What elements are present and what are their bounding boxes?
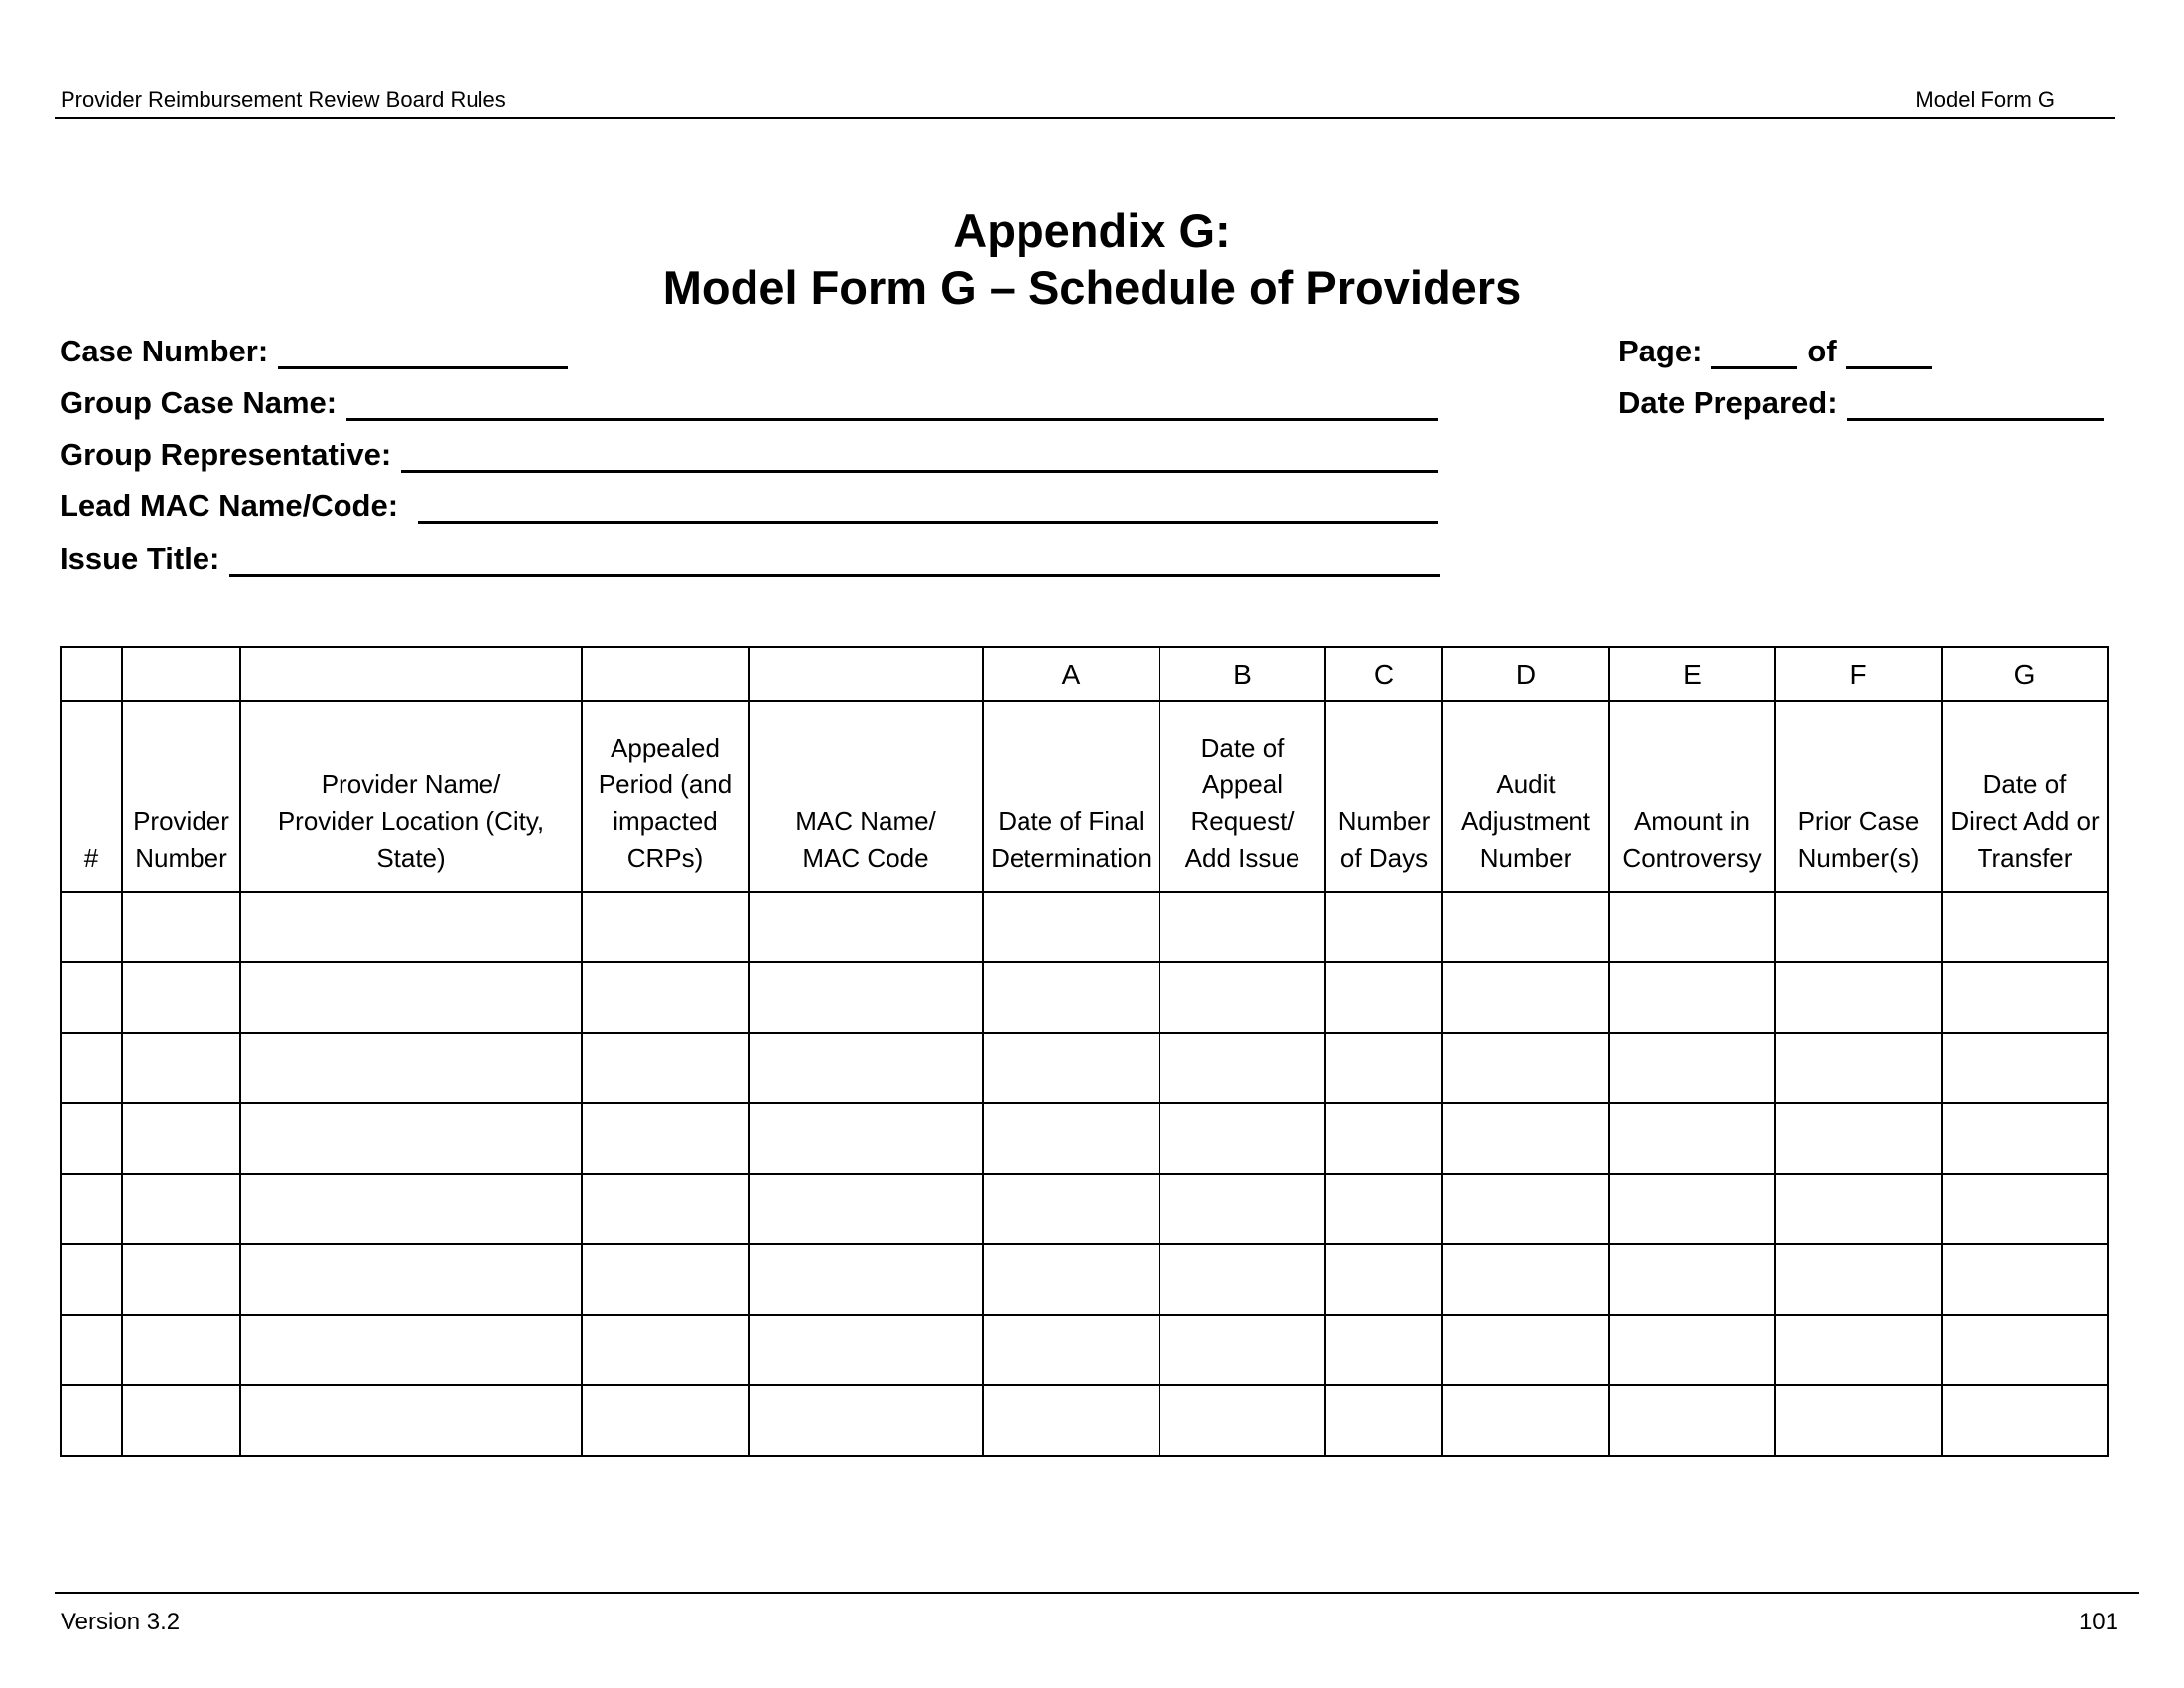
column-letter-cell: A [983, 647, 1160, 701]
running-header-title: Provider Reimbursement Review Board Rules [61, 87, 506, 112]
table-entry-cell[interactable] [61, 1385, 122, 1456]
table-entry-cell[interactable] [1775, 892, 1942, 962]
table-entry-cell[interactable] [1942, 1103, 2108, 1174]
table-entry-cell[interactable] [1442, 1385, 1609, 1456]
table-row [61, 1103, 2108, 1174]
group-representative-line[interactable] [401, 438, 1438, 473]
table-entry-cell[interactable] [582, 1174, 749, 1244]
group-case-name-field[interactable] [60, 385, 1438, 421]
table-entry-cell[interactable] [1775, 1244, 1942, 1315]
case-number-line[interactable] [278, 335, 568, 369]
table-entry-cell[interactable] [61, 892, 122, 962]
lead-mac-label: Lead MAC Name/Code: [60, 489, 399, 523]
table-entry-cell[interactable] [1942, 892, 2108, 962]
column-header-line: Date of [1200, 733, 1285, 763]
column-header-line: Determination [991, 843, 1152, 873]
table-entry-cell[interactable] [240, 962, 582, 1033]
table-entry-cell[interactable] [61, 962, 122, 1033]
column-header-line: Transfer [1977, 843, 2073, 873]
column-letter-cell [749, 647, 983, 701]
table-entry-cell[interactable] [983, 1385, 1160, 1456]
footer-rule [55, 1592, 2139, 1594]
table-entry-cell[interactable] [122, 1174, 240, 1244]
column-letter-row [61, 647, 2108, 701]
table-entry-cell[interactable] [1609, 892, 1775, 962]
table-entry-cell[interactable] [122, 962, 240, 1033]
column-header-line: Controversy [1622, 843, 1762, 873]
table-row [61, 962, 2108, 1033]
table-entry-cell[interactable] [749, 1174, 983, 1244]
schedule-table [60, 646, 2109, 1457]
table-entry-cell[interactable] [122, 1103, 240, 1174]
table-entry-cell[interactable] [61, 1033, 122, 1103]
table-entry-cell[interactable] [1160, 1103, 1325, 1174]
date-prepared-line[interactable] [1847, 386, 2104, 421]
column-letter-cell: D [1442, 647, 1609, 701]
column-letter-cell: E [1609, 647, 1775, 701]
column-header-line: of Days [1339, 843, 1429, 873]
column-letter-cell [240, 647, 582, 701]
date-prepared-label: Date Prepared: [1618, 385, 1838, 420]
table-entry-cell[interactable] [1325, 1385, 1442, 1456]
running-header-form: Model Form G [1915, 87, 2055, 112]
table-entry-cell[interactable] [1325, 892, 1442, 962]
page-total-line[interactable] [1846, 335, 1932, 369]
table-row [61, 1244, 2108, 1315]
table-entry-cell[interactable] [1775, 1103, 1942, 1174]
column-header [240, 701, 582, 892]
table-row [61, 892, 2108, 962]
table-row [61, 1315, 2108, 1385]
schedule-table-body [61, 892, 2108, 1456]
table-entry-cell[interactable] [1160, 1385, 1325, 1456]
column-header-row [61, 701, 2108, 892]
table-entry-cell[interactable] [1442, 1033, 1609, 1103]
table-entry-cell[interactable] [749, 962, 983, 1033]
table-entry-cell[interactable] [1160, 1033, 1325, 1103]
column-header-line: MAC Name/ [795, 806, 936, 836]
page-label: Page: [1618, 334, 1703, 368]
lead-mac-field[interactable] [60, 489, 1438, 524]
column-header-line: Audit [1496, 770, 1556, 799]
lead-mac-line[interactable] [418, 490, 1438, 524]
column-header [1442, 701, 1609, 892]
column-header-line: Number [135, 843, 227, 873]
column-header [1609, 701, 1775, 892]
column-letter-cell: F [1775, 647, 1942, 701]
table-entry-cell[interactable] [1325, 1103, 1442, 1174]
column-header [1942, 701, 2108, 892]
table-entry-cell[interactable] [749, 1033, 983, 1103]
table-entry-cell[interactable] [983, 1033, 1160, 1103]
column-header-line: Appealed [611, 733, 720, 763]
column-header [61, 701, 122, 892]
table-entry-cell[interactable] [582, 962, 749, 1033]
table-row [61, 1174, 2108, 1244]
table-entry-cell[interactable] [61, 1315, 122, 1385]
table-entry-cell[interactable] [1325, 1174, 1442, 1244]
table-entry-cell[interactable] [1609, 1315, 1775, 1385]
table-entry-cell[interactable] [749, 1385, 983, 1456]
column-header-line: Add Issue [1184, 843, 1300, 873]
table-entry-cell[interactable] [1325, 962, 1442, 1033]
column-header-line: Date of Final [998, 806, 1145, 836]
column-header-line: Provider [133, 806, 229, 836]
column-header-line: Period (and [598, 770, 733, 799]
table-entry-cell[interactable] [1442, 1244, 1609, 1315]
page-title-form: Model Form G – Schedule of Providers [662, 261, 1522, 314]
table-entry-cell[interactable] [749, 1315, 983, 1385]
column-header [749, 701, 983, 892]
group-case-name-label: Group Case Name: [60, 385, 338, 420]
table-entry-cell[interactable] [582, 1244, 749, 1315]
table-entry-cell[interactable] [122, 1385, 240, 1456]
table-entry-cell[interactable] [983, 1174, 1160, 1244]
table-entry-cell[interactable] [582, 1315, 749, 1385]
table-entry-cell[interactable] [1160, 1174, 1325, 1244]
page-title-appendix: Appendix G: [953, 205, 1231, 257]
table-entry-cell[interactable] [240, 1244, 582, 1315]
table-entry-cell[interactable] [1609, 1385, 1775, 1456]
page-number: 101 [2078, 1609, 2118, 1635]
table-entry-cell[interactable] [983, 1103, 1160, 1174]
column-header-line: CRPs) [626, 843, 704, 873]
table-entry-cell[interactable] [1609, 1244, 1775, 1315]
table-entry-cell[interactable] [61, 1244, 122, 1315]
column-letter-cell: C [1325, 647, 1442, 701]
column-header [1160, 701, 1325, 892]
header-rule [55, 117, 2115, 119]
column-header-line: Number(s) [1797, 843, 1920, 873]
table-entry-cell[interactable] [1775, 1033, 1942, 1103]
table-entry-cell[interactable] [1325, 1033, 1442, 1103]
table-entry-cell[interactable] [1160, 1315, 1325, 1385]
column-header-line: # [83, 843, 99, 873]
table-row [61, 1033, 2108, 1103]
column-header-line: Direct Add or [1950, 806, 2100, 836]
column-letter-cell [122, 647, 240, 701]
column-letter-cell [61, 647, 122, 701]
table-entry-cell[interactable] [983, 962, 1160, 1033]
table-entry-cell[interactable] [1942, 1174, 2108, 1244]
column-header-line: impacted [613, 806, 718, 836]
column-letter-cell [582, 647, 749, 701]
table-entry-cell[interactable] [1160, 962, 1325, 1033]
table-row [61, 1385, 2108, 1456]
table-entry-cell[interactable] [1775, 1385, 1942, 1456]
column-header-line: Date of [1982, 770, 2067, 799]
table-entry-cell[interactable] [1942, 1033, 2108, 1103]
column-header [983, 701, 1160, 892]
column-header-line: Number [1479, 843, 1572, 873]
column-letter-cell: G [1942, 647, 2108, 701]
table-entry-cell[interactable] [582, 1385, 749, 1456]
table-entry-cell[interactable] [749, 1244, 983, 1315]
table-entry-cell[interactable] [122, 1244, 240, 1315]
table-entry-cell[interactable] [240, 1103, 582, 1174]
table-entry-cell[interactable] [582, 1103, 749, 1174]
table-entry-cell[interactable] [1942, 1244, 2108, 1315]
page-line[interactable] [1711, 335, 1797, 369]
case-number-label: Case Number: [60, 334, 269, 368]
table-entry-cell[interactable] [122, 1315, 240, 1385]
table-entry-cell[interactable] [240, 1315, 582, 1385]
table-entry-cell[interactable] [240, 1385, 582, 1456]
column-header-line: Provider Location (City, State) [277, 806, 545, 873]
column-header-line: MAC Code [802, 843, 929, 873]
table-entry-cell[interactable] [1609, 1033, 1775, 1103]
table-entry-cell[interactable] [983, 1315, 1160, 1385]
table-entry-cell[interactable] [1942, 962, 2108, 1033]
issue-title-label: Issue Title: [60, 541, 220, 576]
column-header-line: Amount in [1633, 806, 1751, 836]
table-entry-cell[interactable] [1609, 1103, 1775, 1174]
table-entry-cell[interactable] [1775, 1174, 1942, 1244]
table-entry-cell[interactable] [1942, 1315, 2108, 1385]
table-entry-cell[interactable] [240, 1033, 582, 1103]
table-entry-cell[interactable] [240, 892, 582, 962]
table-entry-cell[interactable] [749, 892, 983, 962]
column-header-line: Adjustment [1460, 806, 1591, 836]
table-entry-cell[interactable] [582, 1033, 749, 1103]
column-letter-cell: B [1160, 647, 1325, 701]
table-entry-cell[interactable] [1609, 962, 1775, 1033]
table-entry-cell[interactable] [582, 892, 749, 962]
column-header-line: Appeal [1202, 770, 1283, 799]
column-header-line: Request/ [1190, 806, 1295, 836]
column-header-line: Prior Case [1797, 806, 1920, 836]
table-entry-cell[interactable] [1442, 962, 1609, 1033]
table-entry-cell[interactable] [1775, 1315, 1942, 1385]
column-header-line: Provider Name/ [321, 770, 501, 799]
group-representative-field[interactable] [60, 437, 1438, 473]
table-entry-cell[interactable] [1325, 1315, 1442, 1385]
table-entry-cell[interactable] [61, 1174, 122, 1244]
table-entry-cell[interactable] [983, 892, 1160, 962]
table-entry-cell[interactable] [1160, 1244, 1325, 1315]
table-entry-cell[interactable] [1609, 1174, 1775, 1244]
table-entry-cell[interactable] [1442, 1174, 1609, 1244]
table-entry-cell[interactable] [122, 892, 240, 962]
table-entry-cell[interactable] [749, 1103, 983, 1174]
column-header [122, 701, 240, 892]
table-entry-cell[interactable] [1942, 1385, 2108, 1456]
table-entry-cell[interactable] [240, 1174, 582, 1244]
column-header [1775, 701, 1942, 892]
version-label: Version 3.2 [61, 1609, 181, 1635]
page-field[interactable] [1618, 334, 1932, 369]
table-entry-cell[interactable] [1775, 962, 1942, 1033]
column-header [1325, 701, 1442, 892]
issue-title-line[interactable] [229, 542, 1440, 577]
table-entry-cell[interactable] [1160, 892, 1325, 962]
table-entry-cell[interactable] [1442, 1315, 1609, 1385]
column-header-line: Number [1337, 806, 1431, 836]
table-entry-cell[interactable] [122, 1033, 240, 1103]
date-prepared-field[interactable] [1618, 385, 2104, 421]
group-representative-label: Group Representative: [60, 437, 392, 472]
table-entry-cell[interactable] [1442, 1103, 1609, 1174]
case-number-field[interactable] [60, 334, 568, 369]
table-entry-cell[interactable] [983, 1244, 1160, 1315]
of-label: of [1807, 334, 1837, 368]
column-header [582, 701, 749, 892]
table-entry-cell[interactable] [1325, 1244, 1442, 1315]
issue-title-field[interactable] [60, 541, 1440, 577]
table-entry-cell[interactable] [1442, 892, 1609, 962]
table-entry-cell[interactable] [61, 1103, 122, 1174]
group-case-name-line[interactable] [346, 386, 1438, 421]
